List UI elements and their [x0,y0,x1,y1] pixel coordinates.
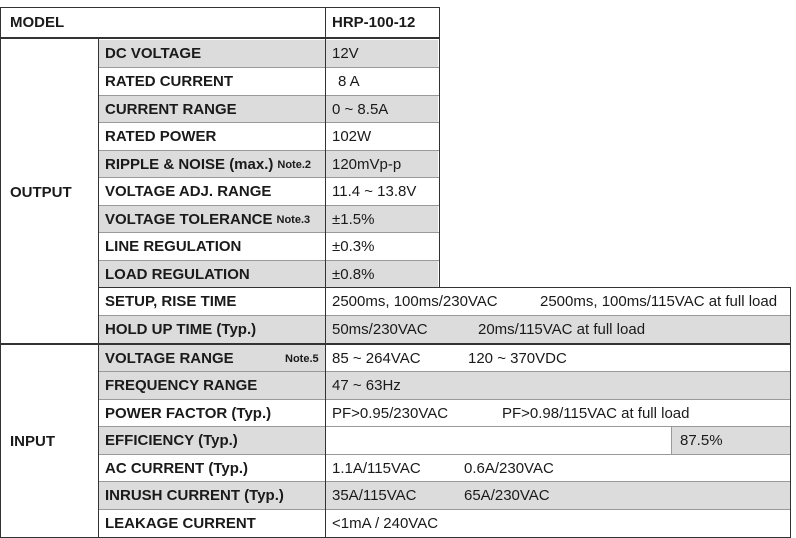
row-label: AC CURRENT (Typ.) [99,455,325,481]
row-label: DC VOLTAGE [99,40,325,67]
row-value: 102W [326,123,438,150]
divider [99,95,439,96]
row-value: 8 A [326,68,438,95]
row-label-text: RIPPLE & NOISE (max.) [105,155,274,173]
section-input: INPUT [10,432,55,450]
value-primary: PF>0.95/230VAC [332,404,449,422]
divider [98,38,99,538]
divider [99,426,791,427]
row-value [326,316,790,343]
row-label: VOLTAGE ADJ. RANGE [99,178,325,205]
value-secondary: 120 ~ 370VDC [468,349,567,367]
row-label: RATED POWER [99,123,325,150]
divider [99,481,791,482]
divider [790,287,791,538]
divider [99,67,439,68]
row-label: HOLD UP TIME (Typ.) [99,316,325,343]
row-label: CURRENT RANGE [99,96,325,122]
row-value: <1mA / 240VAC [326,510,790,537]
row-value: ±0.8% [326,261,438,287]
divider [99,260,439,261]
value-secondary: PF>0.98/115VAC at full load [502,404,690,422]
row-value: 11.4 ~ 13.8V [326,178,438,205]
divider [99,287,791,288]
row-label: FREQUENCY RANGE [99,372,325,399]
divider [0,7,439,8]
row-value [326,482,790,509]
value-secondary: 20ms/115VAC at full load [478,321,646,338]
row-label: EFFICIENCY (Typ.) [99,427,325,454]
model-value: HRP-100-12 [332,13,416,31]
value-primary: 85 ~ 264VAC [332,349,421,367]
row-label: RATED CURRENT [99,68,325,95]
row-label-text: VOLTAGE RANGE [105,349,234,367]
row-value: 12V [326,40,438,67]
efficiency-blank [326,427,672,454]
divider [0,343,791,345]
divider [99,454,791,455]
row-value [326,345,790,371]
value-secondary: 2500ms, 100ms/115VAC at full load [540,293,778,310]
divider [99,371,791,372]
divider [99,150,439,151]
divider [325,7,326,538]
row-value: 0 ~ 8.5A [326,96,438,122]
divider [99,205,439,206]
row-value [326,400,790,426]
row-value [326,288,790,315]
row-value [326,455,790,481]
row-value: 47 ~ 63Hz [326,372,790,399]
row-label-voltage-range [99,345,325,371]
row-label-text: VOLTAGE TOLERANCE [105,210,273,228]
divider [99,509,791,510]
row-label: SETUP, RISE TIME [99,288,325,315]
row-label: LINE REGULATION [99,233,325,260]
row-label: INRUSH CURRENT (Typ.) [99,482,325,509]
value-primary: 50ms/230VAC [332,321,428,338]
divider [99,315,791,316]
value-primary: 1.1A/115VAC [332,459,421,477]
row-label: LOAD REGULATION [99,261,325,287]
divider [0,37,439,39]
divider [0,7,1,538]
value-primary: 2500ms, 100ms/230VAC [332,293,498,310]
divider [99,232,439,233]
row-label-ripple [99,151,325,177]
divider [439,7,440,288]
model-label: MODEL [10,13,65,31]
row-value: ±0.3% [326,233,438,260]
value-secondary: 65A/230VAC [464,487,550,504]
value-primary: 35A/115VAC [332,487,417,504]
row-note: Note.3 [276,214,311,226]
row-label-tolerance [99,206,325,232]
row-value: 120mVp-p [326,151,438,177]
section-output: OUTPUT [10,183,72,201]
row-value: ±1.5% [326,206,438,232]
row-label: LEAKAGE CURRENT [99,510,325,537]
row-value: 87.5% [672,427,790,454]
divider [99,177,439,178]
divider [99,122,439,123]
divider [99,399,791,400]
value-secondary: 0.6A/230VAC [464,459,554,477]
row-note: Note.2 [277,159,311,171]
divider [671,427,672,454]
row-label: POWER FACTOR (Typ.) [99,400,325,426]
row-note: Note.5 [285,353,319,365]
